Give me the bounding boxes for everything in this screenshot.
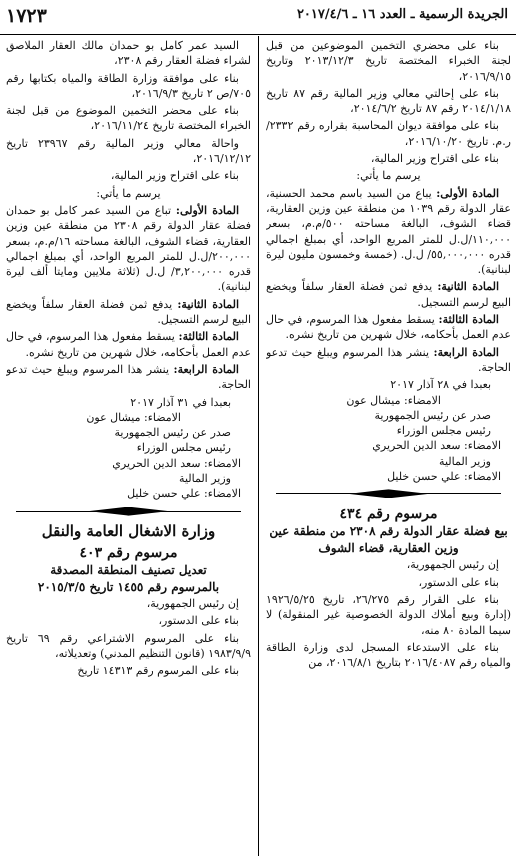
article-text: ينشر هذا المرسوم ويبلغ حيث تدعو الحاجة. xyxy=(266,345,511,374)
signature: رئيس مجلس الوزراء xyxy=(396,424,491,438)
signature: الامضاء: علي حسن خليل xyxy=(127,487,241,501)
decree-title: بيع فضلة عقار الدولة رقم ٢٣٠٨ من منطقة عين وزين العقارية، قضاء الشوف xyxy=(269,524,508,556)
article-text: يدفع ثمن فضلة العقار سلفاً ويخضع البيع لرسم التسجيل. xyxy=(266,280,511,309)
article-text: يدفع ثمن فضلة العقار سلفاً ويخضع البيع لرسم التسجيل. xyxy=(6,297,251,327)
signature: رئيس مجلس الوزراء xyxy=(136,441,231,455)
recital: بناء على اقتراح وزير المالية، xyxy=(370,152,499,166)
right-column xyxy=(266,38,511,854)
recital: بناء على إحالتي معالي وزير المالية رقم ٨٧ تاريخ ٢٠١٤/١/١٨ رقم ٨٧ تاريخ ٢٠١٤/٦/٢، xyxy=(266,86,511,116)
article-1 xyxy=(266,186,511,278)
signature: صدر عن رئيس الجمهورية xyxy=(374,408,491,422)
decree-number: مرسوم رقم ٤٠٣ xyxy=(79,544,178,561)
article-label: المادة الأولى: xyxy=(436,186,500,200)
recital: بناء على المرسوم الاشتراعي رقم ٦٩ تاريخ ١٩٨٣/٩/٩ (قانون التنظيم المدني) وتعديلاته، xyxy=(6,631,251,660)
article-label: المادة الثالثة: xyxy=(438,313,499,327)
page-number: ١٧٢٣ xyxy=(6,5,47,27)
section-divider xyxy=(6,506,251,518)
signature: الامضاء: ميشال عون xyxy=(86,410,181,424)
article-label: المادة الرابعة: xyxy=(173,362,239,376)
article-label: المادة الثانية: xyxy=(177,297,240,311)
date-line: بعبدا في ٣١ آذار ٢٠١٧ xyxy=(130,395,231,409)
article-2 xyxy=(266,279,511,310)
signature: الامضاء: سعد الدين الحريري xyxy=(112,456,241,470)
article-text: يسقط مفعول هذا المرسوم، في حال عدم العمل بأحكامه، خلال شهرين من تاريخ نشره. xyxy=(266,313,511,342)
article-label: المادة الثالثة: xyxy=(178,330,239,344)
recital: بناء على موافقة ديوان المحاسبة بقراره رقم ٢٣٣٢/ر.م. تاريخ ٢٠١٦/١٠/٢٠، xyxy=(266,119,511,148)
recital: بناء على اقتراح وزير المالية، xyxy=(110,169,239,183)
recital: واحالة معالي وزير المالية رقم ٢٣٩٦٧ تاريخ ٢٠١٦/١٢/١٢، xyxy=(6,136,251,166)
recital: بناء على القرار رقم ٢٦/٢٧٥، تاريخ ١٩٢٦/٥/٢٥ (إدارة وبيع أملاك الدولة الخصوصية غير المنقولة) لا سيما المادة ٨٠ منه، xyxy=(266,592,511,637)
signature: صدر عن رئيس الجمهورية xyxy=(114,426,231,440)
signature: الامضاء: علي حسن خليل xyxy=(387,470,501,484)
section-divider xyxy=(266,488,511,500)
page-header xyxy=(0,0,516,35)
article-text: ينشر هذا المرسوم ويبلغ حيث تدعو الحاجة. xyxy=(6,362,251,392)
article-4 xyxy=(266,345,511,376)
recital: بناء على موافقة وزارة الطاقة والمياه بكتابها رقم ٧٠٥/ص ٢ تاريخ ٢٠١٦/٩/٣، xyxy=(6,71,251,100)
article-4 xyxy=(6,362,251,393)
signature: وزير المالية xyxy=(439,454,491,468)
recital: إن رئيس الجمهورية، xyxy=(146,596,239,610)
article-1 xyxy=(6,203,251,295)
recital: بناء على الدستور، xyxy=(418,575,499,589)
article-label: المادة الأولى: xyxy=(175,203,239,217)
recital: بناء على محضر التخمين الموضوع من قبل لجنة الخبراء المختصة تاريخ ٢٠١٦/١١/٢٤، xyxy=(6,104,251,133)
gazette-issue-title: الجريدة الرسمية ـ العدد ١٦ ـ ٢٠١٧/٤/٦ xyxy=(296,7,508,22)
decree-line: يرسم ما يأتي: xyxy=(96,186,161,200)
column-divider xyxy=(258,36,259,856)
article-text: يباع من السيد باسم محمد الحسنية، عقار الدولة رقم ١٠٣٩ من منطقة عين وزين العقارية، قضاء الشوف، البالغة مساحته ٥٠٠/م.م، بسعر ١١٠,٠٠٠/ل.ل للمتر المربع الواحد، أي بمبلغ اجمالي قدره ٥٥,٠٠٠,٠٠٠/ ل.ل. (خمسة وخمسون مليون ليرة لبنانية). xyxy=(266,186,511,277)
left-column xyxy=(6,38,251,854)
decree-title: بالمرسوم رقم ١٤٥٥ تاريخ ٢٠١٥/٣/٥ xyxy=(37,579,220,594)
article-2 xyxy=(6,297,251,328)
article-3 xyxy=(6,329,251,360)
article-label: المادة الرابعة: xyxy=(433,345,499,359)
article-label: المادة الثانية: xyxy=(437,280,500,294)
date-line: بعبدا في ٢٨ آذار ٢٠١٧ xyxy=(390,378,491,392)
recital: بناء على المرسوم رقم ١٤٣١٣ تاريخ xyxy=(77,664,239,678)
article-text: يسقط مفعول هذا المرسوم، في حال عدم العمل بأحكامه، خلال شهرين من تاريخ نشره. xyxy=(6,330,251,359)
recital: السيد عمر كامل بو حمدان مالك العقار الملاصق لشراء فضلة العقار رقم ٢٣٠٨، xyxy=(6,39,251,68)
recital: بناء على الاستدعاء المسجل لدى وزارة الطاقة والمياه رقم ٢٠١٦/٤٠٨٧ بتاريخ ٢٠١٦/٨/١، من xyxy=(266,640,511,670)
ministry-heading: وزارة الاشغال العامة والنقل xyxy=(41,521,216,540)
decree-number: مرسوم رقم ٤٣٤ xyxy=(339,506,438,523)
recital: بناء على محضري التخمين الموضوعين من قبل لجنة الخبراء المختصة تاريخ ٢٠١٣/١٢/٣ وتاريخ ٢٠١٦/٩/١٥، xyxy=(266,39,511,83)
decree-line: يرسم ما يأتي: xyxy=(356,169,421,183)
signature: الامضاء: ميشال عون xyxy=(346,393,441,407)
signature: الامضاء: سعد الدين الحريري xyxy=(372,439,501,453)
signature: وزير المالية xyxy=(179,472,231,486)
article-text: تباع من السيد عمر كامل بو حمدان فضلة عقار الدولة رقم ٢٣٠٨ من منطقة عين وزين العقارية، قضاء الشوف، البالغة مساحته ١٦/م.م، بسعر ٢٠٠,٠٠٠/ل.ل للمتر المربع الواحد، أي بمبلغ اجمالي قدره ٣,٢٠٠,٠٠٠/ ل.ل (ثلاثة ملايين ومايتا ألف ليرة لبنانية). xyxy=(6,203,251,294)
decree-title: تعديل تصنيف المنطقة المصدقة xyxy=(50,562,207,577)
recital: بناء على الدستور، xyxy=(158,614,239,628)
recital: إن رئيس الجمهورية، xyxy=(406,558,499,572)
article-3 xyxy=(266,312,511,343)
